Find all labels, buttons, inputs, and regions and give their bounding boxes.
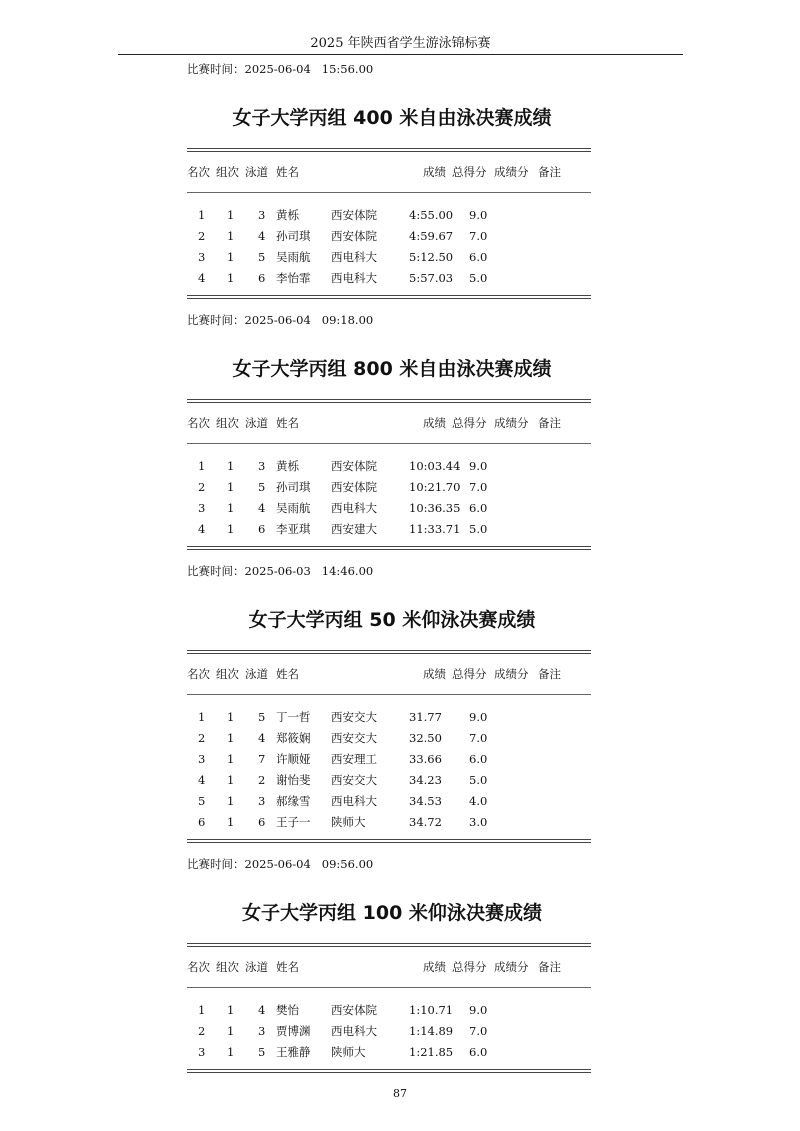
double-rule-bottom xyxy=(187,295,591,299)
column-header-points: 总得分 xyxy=(452,667,487,681)
single-rule xyxy=(187,987,591,988)
column-header-row xyxy=(187,667,591,681)
cell-team: 西安体院 xyxy=(331,459,377,473)
table-row xyxy=(187,501,591,515)
table-row xyxy=(187,1003,591,1017)
cell-points: 9.0 xyxy=(469,710,488,724)
cell-time: 1:10.71 xyxy=(409,1003,454,1017)
column-header-grade: 成绩分 xyxy=(494,667,529,681)
table-row xyxy=(187,480,591,494)
table-row xyxy=(187,794,591,808)
cell-rank: 1 xyxy=(198,208,206,222)
cell-lane: 4 xyxy=(258,501,266,515)
page-number: 87 xyxy=(393,1087,407,1100)
cell-group: 1 xyxy=(227,1045,235,1059)
double-rule-top xyxy=(187,148,591,152)
cell-name: 孙司琪 xyxy=(276,480,311,494)
cell-group: 1 xyxy=(227,250,235,264)
cell-lane: 4 xyxy=(258,1003,266,1017)
cell-points: 9.0 xyxy=(469,208,488,222)
cell-rank: 3 xyxy=(198,250,206,264)
cell-name: 吴雨航 xyxy=(276,501,311,515)
cell-time: 34.23 xyxy=(409,773,442,787)
cell-name: 王雅静 xyxy=(276,1045,311,1059)
cell-time: 32.50 xyxy=(409,731,442,745)
cell-name: 孙司琪 xyxy=(276,229,311,243)
cell-lane: 6 xyxy=(258,522,266,536)
column-header-points: 总得分 xyxy=(452,416,487,430)
double-rule-bottom xyxy=(187,546,591,550)
cell-name: 李怡霏 xyxy=(276,271,311,285)
cell-team: 西安建大 xyxy=(331,522,377,536)
competition-time: 比赛时间：2025-06-04 15:56.00 xyxy=(187,62,374,76)
column-header-row xyxy=(187,165,591,179)
table-row xyxy=(187,271,591,285)
cell-points: 7.0 xyxy=(469,731,488,745)
double-rule-bottom xyxy=(187,1069,591,1073)
cell-group: 1 xyxy=(227,752,235,766)
double-rule-top xyxy=(187,943,591,947)
column-header-time: 成绩 xyxy=(423,960,446,974)
column-header-note: 备注 xyxy=(538,416,561,430)
cell-time: 1:21.85 xyxy=(409,1045,454,1059)
cell-team: 西电科大 xyxy=(331,501,377,515)
table-row xyxy=(187,459,591,473)
column-header-note: 备注 xyxy=(538,667,561,681)
cell-rank: 1 xyxy=(198,710,206,724)
table-row xyxy=(187,773,591,787)
double-rule-top xyxy=(187,399,591,403)
cell-group: 1 xyxy=(227,1024,235,1038)
cell-team: 西安交大 xyxy=(331,710,377,724)
page-header: 2025 年陕西省学生游泳锦标赛 xyxy=(310,36,491,51)
cell-lane: 4 xyxy=(258,731,266,745)
cell-team: 西电科大 xyxy=(331,250,377,264)
cell-team: 西电科大 xyxy=(331,794,377,808)
table-row xyxy=(187,710,591,724)
cell-time: 31.77 xyxy=(409,710,442,724)
table-row xyxy=(187,752,591,766)
cell-points: 3.0 xyxy=(469,815,488,829)
cell-points: 6.0 xyxy=(469,250,488,264)
cell-points: 5.0 xyxy=(469,773,488,787)
cell-lane: 3 xyxy=(258,459,266,473)
cell-lane: 6 xyxy=(258,815,266,829)
cell-group: 1 xyxy=(227,208,235,222)
cell-group: 1 xyxy=(227,1003,235,1017)
cell-time: 10:03.44 xyxy=(409,459,461,473)
column-header-points: 总得分 xyxy=(452,960,487,974)
header-rule xyxy=(118,54,683,55)
cell-group: 1 xyxy=(227,522,235,536)
cell-points: 6.0 xyxy=(469,501,488,515)
column-header-grade: 成绩分 xyxy=(494,416,529,430)
cell-points: 9.0 xyxy=(469,1003,488,1017)
column-header-points: 总得分 xyxy=(452,165,487,179)
cell-lane: 7 xyxy=(258,752,266,766)
column-header-note: 备注 xyxy=(538,960,561,974)
column-header-group: 组次 xyxy=(216,165,239,179)
column-header-lane: 泳道 xyxy=(245,960,268,974)
cell-name: 贾博渊 xyxy=(276,1024,311,1038)
cell-rank: 3 xyxy=(198,501,206,515)
cell-time: 33.66 xyxy=(409,752,442,766)
cell-lane: 3 xyxy=(258,1024,266,1038)
table-row xyxy=(187,731,591,745)
cell-name: 丁一哲 xyxy=(276,710,311,724)
competition-time: 比赛时间：2025-06-04 09:18.00 xyxy=(187,313,374,327)
cell-points: 6.0 xyxy=(469,1045,488,1059)
cell-time: 4:55.00 xyxy=(409,208,454,222)
cell-name: 谢怡斐 xyxy=(276,773,311,787)
cell-lane: 2 xyxy=(258,773,266,787)
cell-name: 许顺娅 xyxy=(276,752,311,766)
cell-team: 西安交大 xyxy=(331,773,377,787)
column-header-rank: 名次 xyxy=(187,667,210,681)
column-header-grade: 成绩分 xyxy=(494,960,529,974)
cell-group: 1 xyxy=(227,459,235,473)
column-header-rank: 名次 xyxy=(187,165,210,179)
cell-group: 1 xyxy=(227,229,235,243)
cell-group: 1 xyxy=(227,815,235,829)
section-title: 女子大学丙组 100 米仰泳决赛成绩 xyxy=(242,902,542,924)
cell-rank: 4 xyxy=(198,271,206,285)
cell-lane: 3 xyxy=(258,794,266,808)
cell-time: 5:57.03 xyxy=(409,271,454,285)
column-header-note: 备注 xyxy=(538,165,561,179)
column-header-rank: 名次 xyxy=(187,416,210,430)
table-row xyxy=(187,1024,591,1038)
cell-name: 李亚琪 xyxy=(276,522,311,536)
cell-lane: 5 xyxy=(258,250,266,264)
column-header-lane: 泳道 xyxy=(245,667,268,681)
column-header-time: 成绩 xyxy=(423,667,446,681)
cell-lane: 5 xyxy=(258,710,266,724)
table-row xyxy=(187,229,591,243)
cell-points: 6.0 xyxy=(469,752,488,766)
cell-time: 4:59.67 xyxy=(409,229,454,243)
cell-points: 5.0 xyxy=(469,271,488,285)
cell-points: 9.0 xyxy=(469,459,488,473)
cell-rank: 5 xyxy=(198,794,206,808)
cell-rank: 2 xyxy=(198,731,206,745)
cell-time: 34.53 xyxy=(409,794,442,808)
section-title: 女子大学丙组 800 米自由泳决赛成绩 xyxy=(232,358,552,380)
cell-time: 11:33.71 xyxy=(409,522,461,536)
cell-team: 西安体院 xyxy=(331,480,377,494)
table-row xyxy=(187,250,591,264)
cell-name: 王子一 xyxy=(276,815,311,829)
cell-rank: 2 xyxy=(198,1024,206,1038)
column-header-name: 姓名 xyxy=(276,667,299,681)
cell-rank: 2 xyxy=(198,229,206,243)
cell-name: 樊怡 xyxy=(276,1003,299,1017)
cell-name: 郑筱娴 xyxy=(276,731,311,745)
section-title: 女子大学丙组 400 米自由泳决赛成绩 xyxy=(232,107,552,129)
cell-lane: 3 xyxy=(258,208,266,222)
double-rule-bottom xyxy=(187,839,591,843)
column-header-row xyxy=(187,416,591,430)
column-header-time: 成绩 xyxy=(423,416,446,430)
cell-team: 陕师大 xyxy=(331,1045,366,1059)
cell-points: 7.0 xyxy=(469,229,488,243)
cell-rank: 1 xyxy=(198,459,206,473)
cell-group: 1 xyxy=(227,773,235,787)
column-header-lane: 泳道 xyxy=(245,165,268,179)
table-row xyxy=(187,1045,591,1059)
cell-rank: 2 xyxy=(198,480,206,494)
cell-time: 5:12.50 xyxy=(409,250,454,264)
column-header-row xyxy=(187,960,591,974)
table-row xyxy=(187,208,591,222)
cell-name: 黄栎 xyxy=(276,459,299,473)
cell-points: 7.0 xyxy=(469,1024,488,1038)
cell-group: 1 xyxy=(227,710,235,724)
cell-lane: 6 xyxy=(258,271,266,285)
cell-rank: 3 xyxy=(198,752,206,766)
cell-team: 西电科大 xyxy=(331,1024,377,1038)
cell-group: 1 xyxy=(227,501,235,515)
column-header-name: 姓名 xyxy=(276,416,299,430)
cell-lane: 5 xyxy=(258,480,266,494)
column-header-rank: 名次 xyxy=(187,960,210,974)
cell-points: 4.0 xyxy=(469,794,488,808)
cell-rank: 3 xyxy=(198,1045,206,1059)
cell-team: 陕师大 xyxy=(331,815,366,829)
cell-group: 1 xyxy=(227,271,235,285)
table-row xyxy=(187,522,591,536)
cell-lane: 5 xyxy=(258,1045,266,1059)
column-header-name: 姓名 xyxy=(276,960,299,974)
cell-rank: 4 xyxy=(198,773,206,787)
competition-time: 比赛时间：2025-06-03 14:46.00 xyxy=(187,564,374,578)
cell-group: 1 xyxy=(227,731,235,745)
cell-time: 1:14.89 xyxy=(409,1024,454,1038)
cell-group: 1 xyxy=(227,480,235,494)
column-header-group: 组次 xyxy=(216,416,239,430)
cell-points: 7.0 xyxy=(469,480,488,494)
cell-time: 10:36.35 xyxy=(409,501,461,515)
cell-name: 黄栎 xyxy=(276,208,299,222)
competition-time: 比赛时间：2025-06-04 09:56.00 xyxy=(187,857,374,871)
column-header-name: 姓名 xyxy=(276,165,299,179)
column-header-group: 组次 xyxy=(216,960,239,974)
cell-team: 西安体院 xyxy=(331,208,377,222)
cell-time: 10:21.70 xyxy=(409,480,461,494)
section-title: 女子大学丙组 50 米仰泳决赛成绩 xyxy=(248,609,536,631)
column-header-lane: 泳道 xyxy=(245,416,268,430)
cell-team: 西电科大 xyxy=(331,271,377,285)
cell-time: 34.72 xyxy=(409,815,442,829)
cell-team: 西安理工 xyxy=(331,752,377,766)
cell-name: 郝缘雪 xyxy=(276,794,311,808)
single-rule xyxy=(187,694,591,695)
cell-group: 1 xyxy=(227,794,235,808)
cell-name: 吴雨航 xyxy=(276,250,311,264)
single-rule xyxy=(187,443,591,444)
single-rule xyxy=(187,192,591,193)
cell-lane: 4 xyxy=(258,229,266,243)
cell-rank: 4 xyxy=(198,522,206,536)
column-header-time: 成绩 xyxy=(423,165,446,179)
double-rule-top xyxy=(187,650,591,654)
cell-team: 西安体院 xyxy=(331,1003,377,1017)
column-header-grade: 成绩分 xyxy=(494,165,529,179)
cell-points: 5.0 xyxy=(469,522,488,536)
cell-rank: 1 xyxy=(198,1003,206,1017)
cell-team: 西安体院 xyxy=(331,229,377,243)
cell-team: 西安交大 xyxy=(331,731,377,745)
column-header-group: 组次 xyxy=(216,667,239,681)
cell-rank: 6 xyxy=(198,815,206,829)
table-row xyxy=(187,815,591,829)
